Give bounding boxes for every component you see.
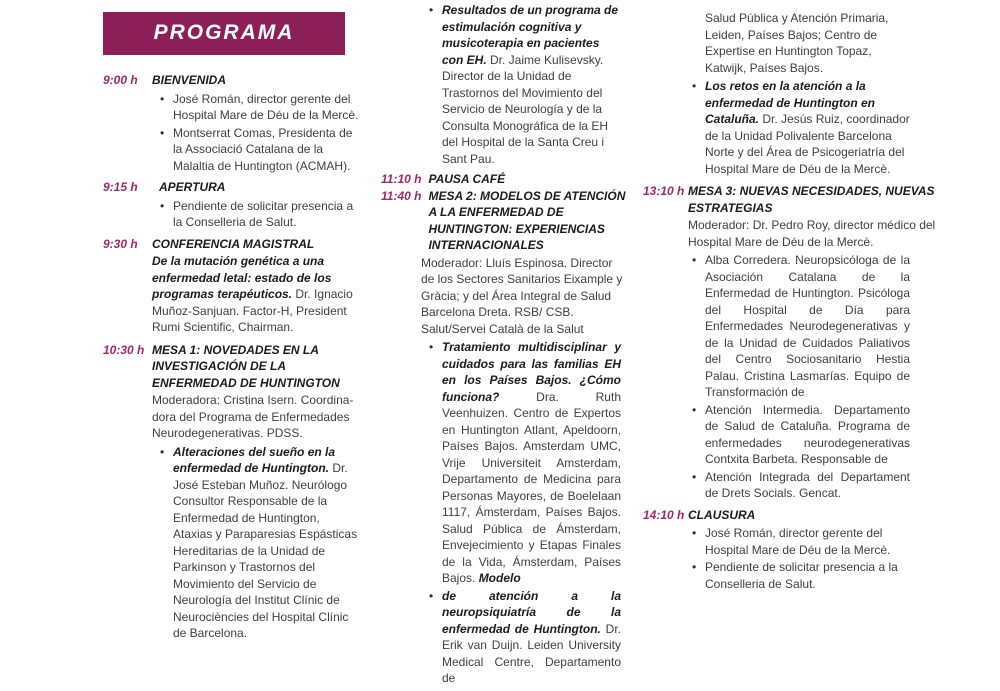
talk-speaker: Dr. Ignacio Muñoz-Sanjuan. Factor-H, President Rumi Scientific, Chairman. (152, 287, 353, 334)
list-item (705, 402, 910, 468)
list-item (173, 198, 361, 231)
session-clausura (643, 507, 942, 593)
session-title: MESA 2: MODELOS DE ATENCIÓN A LA ENFERMEDAD DE HUNTINGTON: EXPERIENCIAS INTERNACIONALES (428, 188, 626, 252)
talk-title: de atención a la neuropsiquiatría de la enfermedad de Huntington. (442, 588, 621, 636)
session-title: MESA 1: NOVEDADES EN LA INVESTIGACIÓN DE LA ENFERMEDAD DE HUNTINGTON (152, 342, 340, 390)
speaker-text: Pendiente de solicitar presencia a la Conselleria de Salut. (173, 198, 354, 229)
session-time: 13:10 h (643, 184, 685, 198)
talk-title: Alteraciones del sueño en la enfermedad de Huntington. (173, 444, 336, 475)
session-mesa-2 (381, 188, 626, 687)
talk-list (381, 339, 626, 687)
session-pausa-cafe (381, 171, 626, 188)
session-heading (103, 342, 361, 392)
session-title: APERTURA (159, 180, 226, 194)
talk-title: Tratamiento multidisciplinar y cuidados para las familias EH en los Países Bajos. ¿Cómo funciona? (442, 340, 621, 404)
talk-list (103, 444, 361, 642)
talk-list (643, 78, 942, 177)
talk-speaker: Dr. José Esteban Muñoz. Neurólogo Consultor Responsable de la Enfermedad de Huntington, Ataxias y Paraparesias Espásticas Hereditarias de la Unidad de Parkinson y Trastornos del Movimiento del Servicio de Neurología del Institut Clínic de Neurociències del Hospital Clínic de Barcelona. (173, 461, 358, 640)
session-title: CLAUSURA (688, 507, 756, 522)
session-time: 11:40 h (381, 188, 422, 203)
list-item (173, 91, 361, 124)
session-heading (643, 183, 942, 216)
column-middle (381, 0, 626, 691)
session-heading (381, 188, 626, 254)
column-right (643, 0, 942, 596)
list-item (705, 525, 910, 558)
talk-title-continued: Modelo (478, 571, 521, 585)
talk-item (705, 78, 910, 177)
talk-item (442, 2, 621, 167)
speaker-list (643, 252, 942, 502)
speaker-text: José Román, director gerente del Hospital Mare de Déu de la Mercè. (705, 526, 891, 557)
session-title: PAUSA CAFÉ (428, 172, 506, 186)
talk-title: Resultados de un programa de estimulación cognitiva y musicoterapia en pacientes con EH. (442, 3, 619, 67)
speaker-text: Pendiente de solicitar presencia a la Conselleria de Salut. (705, 560, 898, 591)
session-title: CONFERENCIA MAGISTRAL (152, 236, 315, 251)
session-title: BIENVENIDA (152, 73, 227, 87)
programa-banner (103, 12, 345, 55)
session-time: 14:10 h (643, 507, 685, 522)
session-mesa-1 (103, 342, 361, 642)
speaker-list (103, 198, 361, 231)
talk-item (442, 339, 621, 587)
session-heading (643, 507, 942, 524)
session-time: 9:15 h (103, 180, 138, 194)
speaker-list (103, 91, 361, 175)
list-item (173, 125, 361, 175)
list-item (705, 469, 910, 502)
list-item (705, 252, 910, 401)
session-bienvenida (103, 72, 361, 174)
talk-item (442, 588, 621, 687)
session-time: 9:30 h (103, 236, 138, 251)
session-heading (103, 236, 361, 253)
session-time: 11:10 h (381, 172, 422, 186)
session-conferencia-magistral (103, 236, 361, 336)
talk-speaker: Dr. Erik van Duijn. Leiden University Medical Centre, Departamento de (442, 621, 621, 685)
speaker-text: Atención Intermedia. Departamento de Salud de Cataluña. Programa de enfermedades neurodegenerativas Contxita Barbeta. Responsable de (705, 402, 910, 466)
list-item (705, 559, 910, 592)
session-time: 10:30 h (103, 342, 145, 357)
talk-speaker: Dra. Ruth Veenhuizen. Centro de Expertos en Huntington Atlant, Apeldoorn, Países Bajos. Amsterdam UMC, Vrije Universiteit Amsterdam, Departamento de Medicina para Personas Mayores, de Boelelaan 1117, Ámsterdam, Países Bajos. Salud Pública de Ámsterdam, Envejecimiento y Etapas Finales de la Vida, Ámsterdam, Países Bajos. (442, 389, 621, 585)
lecture-paragraph (152, 253, 361, 336)
session-heading (103, 72, 361, 89)
speaker-text: José Román, director gerente del Hospital Mare de Déu de la Mercè. (173, 91, 359, 122)
talk-speaker: Dr. Jaime Kulisevsky. Director de la Unidad de Trastornos del Movimiento del Servicio de Neurología y de la Consulta Monográfica de la EH del Hospital de la Santa Creu i Sant Pau. (442, 52, 609, 166)
column-left (103, 0, 361, 646)
moderator-paragraph: Moderadora: Cristina Isern. Coordina-dora del Programa de Enfermedades Neurodegenerativas. PDSS. (152, 393, 354, 440)
session-apertura (103, 179, 361, 231)
talk-item (173, 444, 361, 642)
speaker-list (643, 525, 942, 592)
speaker-text: Atención Integrada del Departament de Drets Socials. Gencat. (705, 469, 910, 500)
session-heading (103, 179, 361, 196)
speaker-text: Montserrat Comas, Presidenta de la Associació Catalana de la Malaltia de Huntington (ACMAH). (173, 125, 353, 173)
talk-continuation: Salud Pública y Atención Primaria, Leiden, Países Bajos; Centro de Expertise en Huntington Topaz, Katwijk, Países Bajos. (705, 11, 889, 75)
moderator-paragraph: Moderador: Dr. Pedro Roy, director médico del Hospital Mare de Déu de la Mercè. (688, 218, 936, 249)
talk-list (381, 2, 626, 167)
moderator-paragraph: Moderador: Lluís Espinosa. Director de los Sectores Sanitarios Eixample y Gràcia; y del Área Integral de Salud Barcelona Dreta. RSB/ CSB. Salut/Servei Català de la Salut (421, 255, 623, 336)
talk-title: De la mutación genética a una enfermedad letal: estado de los programas terapéuticos. (152, 254, 332, 301)
session-mesa-3 (643, 183, 942, 502)
session-title: MESA 3: NUEVAS NECESIDADES, NUEVAS ESTRATEGIAS (688, 184, 935, 215)
session-time: 9:00 h (103, 73, 138, 87)
page-title: PROGRAMA (153, 21, 295, 45)
speaker-text: Alba Corredera. Neuropsicóloga de la Asociación Catalana de la Enfermedad de Huntington. Psicóloga del Hospital de Día para Enfermedades Neurodegenerativas y de la Unidad de Cuidados Paliativos del Centro Sociosanitario Hestia Palau. Cristina Lasmarías. Equipo de Transformación de (705, 253, 910, 399)
talk-title: Los retos en la atención a la enfermedad de Huntington en Cataluña. (705, 79, 876, 126)
talk-speaker: Dr. Jesús Ruiz, coordinador de la Unidad Polivalente Barcelona Norte y del Área de Psicogeriatría del Hospital Mare de Déu de la Mercè. (705, 112, 910, 176)
